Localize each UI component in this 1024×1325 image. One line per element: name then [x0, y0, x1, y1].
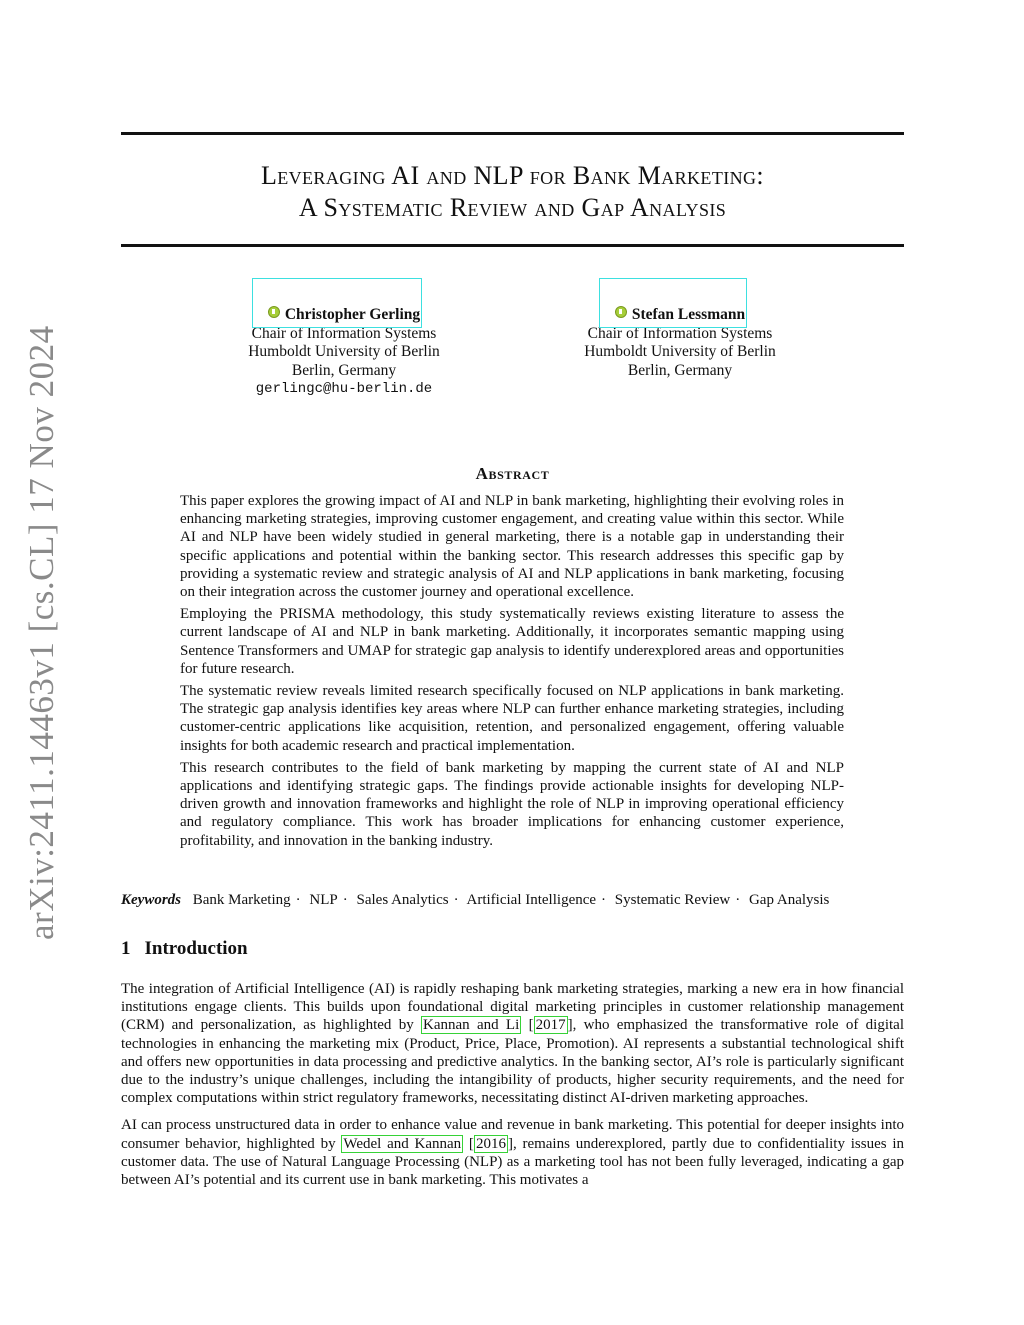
citation-year-link-2016[interactable]: 2016: [475, 1135, 506, 1152]
keyword-item: Gap Analysis: [748, 892, 830, 908]
orcid-icon[interactable]: [268, 306, 280, 318]
keyword-item: Sales Analytics: [356, 892, 449, 908]
title-line-2: A Systematic Review and Gap Analysis: [298, 193, 727, 222]
author-link-box-2: [599, 278, 747, 328]
keyword-item: NLP: [309, 892, 338, 908]
keyword-separator: ·: [295, 892, 301, 908]
keyword-separator: ·: [342, 892, 348, 908]
author-block-1: [230, 306, 458, 399]
section-title: Introduction: [144, 938, 248, 959]
citation-year-link-2017[interactable]: 2017: [535, 1017, 566, 1034]
keyword-item: Systematic Review: [614, 892, 731, 908]
title-rule-bottom: [121, 244, 904, 247]
abstract-paragraph-2: Employing the PRISMA methodology, this study systematically reviews existing literature to assess the current landscape of AI and NLP in bank marketing. Additionally, it incorporates semantic mapping using Sentence Transformers and UMAP for strategic gap analysis to identify underexplored areas and opportunities for future research.: [180, 606, 844, 677]
orcid-icon[interactable]: [615, 306, 627, 318]
title-line-1: Leveraging AI and NLP for Bank Marketing:: [260, 161, 765, 190]
keyword-item: Bank Marketing: [192, 892, 291, 908]
abstract-heading: Abstract: [475, 464, 550, 483]
paper-title: [121, 160, 904, 224]
author-affiliation-2: Chair of Information Systems: [587, 324, 773, 342]
introduction-body: [121, 980, 904, 1198]
author-email-1[interactable]: gerlingc@hu-berlin.de: [255, 381, 433, 397]
arxiv-stamp[interactable]: arXiv:2411.14463v1 [cs.CL] 17 Nov 2024: [22, 325, 61, 940]
keyword-separator: ·: [453, 892, 459, 908]
author-link-box-1: [252, 278, 422, 328]
author-affiliation-1: Chair of Information Systems: [251, 324, 437, 342]
intro-paragraph-1: The integration of Artificial Intelligence (AI) is rapidly reshaping bank marketing strategies, marking a new era in how financial institutions engage clients. This builds upon foundational digital marketing principles in customer relationship management (CRM) and personalization, as highlighted by Kannan and Li [ 2017 ], who emphasized the transformative role of digital technologies in enhancing the marketing mix (Product, Price, Place, Promotion). AI represents a substantial technological shift and offers new opportunities in data processing and predictive analytics. In the banking sector, AI’s role is particularly significant due to the industry’s unique challenges, including the intangibility of products, higher security requirements, and the need for complex computations within strict regulatory frameworks, necessitating distinct AI-driven marketing approaches.: [121, 981, 904, 1107]
abstract-body: [180, 492, 844, 854]
author-name-1[interactable]: Christopher Gerling: [268, 306, 420, 325]
intro-paragraph-2: AI can process unstructured data in order to enhance value and revenue in bank marketing. This potential for deeper insights into consumer behavior, highlighted by Wedel and Kannan [ 2016 ], remains underexplored, partly due to confidentiality issues in customer data. The use of Natural Language Processing (NLP) as a marketing tool has not been fully leveraged, indicating a gap between AI’s potential and its current use in bank marketing. This motivates a: [121, 1117, 905, 1189]
author-university-1: Humboldt University of Berlin: [248, 343, 440, 360]
citation-link-kannan-li[interactable]: Kannan and Li: [423, 1017, 520, 1034]
keywords-line: [121, 891, 904, 909]
keywords-label: Keywords: [121, 892, 181, 908]
title-rule-top: [121, 132, 904, 135]
keyword-separator: ·: [735, 892, 741, 908]
section-number: 1: [121, 938, 131, 959]
author-location-1: Berlin, Germany: [291, 361, 397, 379]
author-location-2: Berlin, Germany: [627, 361, 733, 379]
section-heading-introduction: [121, 938, 248, 960]
keyword-item: Artificial Intelligence: [466, 892, 597, 908]
abstract-paragraph-4: This research contributes to the field of bank marketing by mapping the current state of AI and NLP applications and identifying strategic gaps. The findings provide actionable insights for developing NLP-driven growth and innovation frameworks and highlight the role of NLP in improving operational efficiency and regulatory compliance. This work has broader implications for enhancing customer experience, profitability, and innovation in the banking industry.: [180, 759, 844, 849]
author-university-2: Humboldt University of Berlin: [584, 343, 776, 360]
abstract-paragraph-3: The systematic review reveals limited research specifically focused on NLP applications in bank marketing. The strategic gap analysis identifies key areas where NLP can further enhance marketing strategies, including customer-centric applications like acquisition, retention, and personalized engagement, offering valuable insights for both academic research and practical implementation.: [180, 683, 844, 754]
author-block-2: [566, 306, 794, 380]
citation-link-wedel-kannan[interactable]: Wedel and Kannan: [343, 1135, 462, 1152]
author-name-2[interactable]: Stefan Lessmann: [615, 306, 745, 325]
abstract-paragraph-1: This paper explores the growing impact of AI and NLP in bank marketing, highlighting their evolving roles in enhancing marketing strategies, improving customer engagement, and creating value within this sector. While AI and NLP have been widely studied in general marketing, there is a notable gap in understanding their specific applications and potential within the banking sector. This research addresses this specific gap by providing a systematic review and strategic analysis of AI and NLP applications in bank marketing, focusing on their integration across the customer journey and operational excellence.: [180, 493, 844, 601]
keyword-separator: ·: [601, 892, 607, 908]
